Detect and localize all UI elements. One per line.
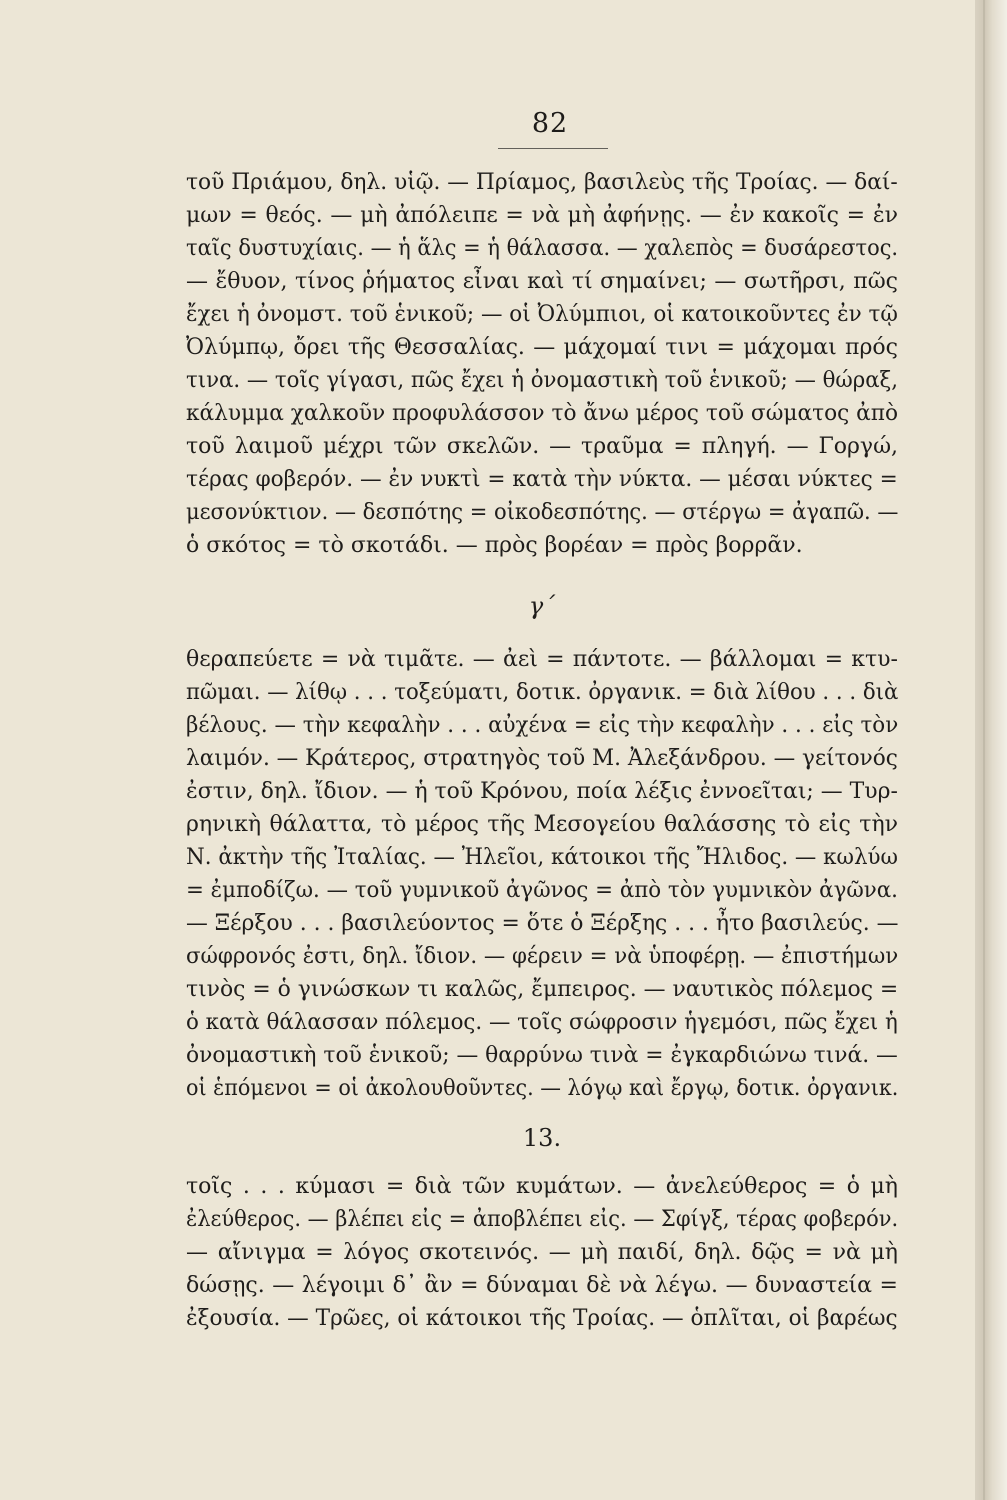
text-line: = ἐμποδίζω. — τοῦ γυμνικοῦ ἀγῶνος = ἀπὸ τὸν γυμνικὸν ἀγῶνα. bbox=[186, 878, 898, 903]
text-line: τοῦ λαιμοῦ μέχρι τῶν σκελῶν. — τραῦμα = πληγή. — Γοργώ, bbox=[186, 434, 898, 459]
text-line: ὁ σκότος = τὸ σκοτάδι. — πρὸς βορέαν = πρὸς βορρᾶν. bbox=[186, 533, 803, 558]
text-line: τοῖς . . . κύμασι = διὰ τῶν κυμάτων. — ἀνελεύθερος = ὁ μὴ bbox=[186, 1174, 898, 1199]
text-line: ταῖς δυστυχίαις. — ἡ ἅλς = ἡ θάλασσα. — χαλεπὸς = δυσάρεστος. bbox=[186, 236, 899, 261]
page-number: 82 bbox=[531, 108, 569, 139]
paragraph-section-1 bbox=[186, 166, 898, 562]
section-heading-13: 13. bbox=[522, 1124, 562, 1152]
text-line: ἐλεύθερος. — βλέπει εἰς = ἀποβλέπει εἰς. — Σφίγξ, τέρας φοβερόν. bbox=[186, 1207, 899, 1232]
text-line: ἐξουσία. — Τρῶες, οἱ κάτοικοι τῆς Τροίας. — ὁπλῖται, οἱ βαρέως bbox=[186, 1306, 898, 1331]
text-line: βέλους. — τὴν κεφαλὴν . . . αὐχένα = εἰς τὴν κεφαλὴν . . . εἰς τὸν bbox=[186, 713, 899, 738]
text-line: ὀνομαστικὴ τοῦ ἑνικοῦ; — θαρρύνω τινὰ = ἐγκαρδιώνω τινά. — bbox=[186, 1043, 898, 1068]
paragraph-section-3 bbox=[186, 1170, 898, 1335]
paragraph-section-2 bbox=[186, 643, 898, 1105]
text-line: τοῦ Πριάμου, δηλ. υἱῷ. — Πρίαμος, βασιλεὺς τῆς Τροίας. — δαί- bbox=[186, 170, 898, 195]
text-line: τινα. — τοῖς γίγασι, πῶς ἔχει ἡ ὀνομαστικὴ τοῦ ἑνικοῦ; — θώραξ, bbox=[186, 368, 899, 393]
text-line: ρηνικὴ θάλαττα, τὸ μέρος τῆς Μεσογείου θαλάσσης τὸ εἰς τὴν bbox=[186, 812, 898, 837]
text-line: μεσονύκτιον. — δεσπότης = οἰκοδεσπότης. — στέργω = ἀγαπῶ. — bbox=[186, 500, 899, 525]
page-edge-shadow bbox=[975, 0, 1007, 1500]
text-line: λαιμόν. — Κράτερος, στρατηγὸς τοῦ Μ. Ἀλεξάνδρου. — γείτονός bbox=[186, 746, 898, 771]
text-line: — αἴνιγμα = λόγος σκοτεινός. — μὴ παιδί, δηλ. δῷς = νὰ μὴ bbox=[186, 1240, 898, 1265]
text-line: Ν. ἀκτὴν τῆς Ἰταλίας. — Ἠλεῖοι, κάτοικοι τῆς Ἤλιδος. — κωλύω bbox=[186, 845, 898, 870]
text-line: θεραπεύετε = νὰ τιμᾶτε. — ἀεὶ = πάντοτε. — βάλλομαι = κτυ- bbox=[186, 647, 898, 672]
text-line: πῶμαι. — λίθῳ . . . τοξεύματι, δοτικ. ὀργανικ. = διὰ λίθου . . . διὰ bbox=[186, 680, 899, 705]
text-line: δώσῃς. — λέγοιμι δ᾽ ἂν = δύναμαι δὲ νὰ λέγω. — δυναστεία = bbox=[186, 1273, 898, 1298]
text-line: σώφρονός ἐστι, δηλ. ἴδιον. — φέρειν = νὰ ὑποφέρῃ. — ἐπιστήμων bbox=[186, 944, 899, 969]
page-number-rule bbox=[498, 148, 608, 149]
text-line: κάλυμμα χαλκοῦν προφυλάσσον τὸ ἄνω μέρος τοῦ σώματος ἀπὸ bbox=[186, 401, 899, 426]
text-line: τέρας φοβερόν. — ἐν νυκτὶ = κατὰ τὴν νύκτα. — μέσαι νύκτες = bbox=[186, 467, 898, 492]
text-line: τινὸς = ὁ γινώσκων τι καλῶς, ἔμπειρος. — ναυτικὸς πόλεμος = bbox=[186, 977, 899, 1002]
text-line: — Ξέρξου . . . βασιλεύοντος = ὅτε ὁ Ξέρξης . . . ἦτο βασιλεύς. — bbox=[186, 911, 899, 936]
text-line: ὁ κατὰ θάλασσαν πόλεμος. — τοῖς σώφροσιν ἡγεμόσι, πῶς ἔχει ἡ bbox=[186, 1010, 898, 1035]
text-line: μων = θεός. — μὴ ἀπόλειπε = νὰ μὴ ἀφήνῃς. — ἐν κακοῖς = ἐν bbox=[186, 203, 898, 228]
text-line: ἐστιν, δηλ. ἴδιον. — ἡ τοῦ Κρόνου, ποία λέξις ἐννοεῖται; — Τυρ- bbox=[186, 779, 898, 804]
text-line: οἱ ἑπόμενοι = οἱ ἀκολουθοῦντες. — λόγῳ καὶ ἔργῳ, δοτικ. ὀργανικ. bbox=[186, 1076, 899, 1101]
page-edge-line bbox=[983, 0, 985, 1500]
text-line: Ὀλύμπῳ, ὄρει τῆς Θεσσαλίας. — μάχομαί τινι = μάχομαι πρός bbox=[186, 335, 898, 360]
text-line: ἔχει ἡ ὀνομστ. τοῦ ἑνικοῦ; — οἱ Ὀλύμπιοι, οἱ κατοικοῦντες ἐν τῷ bbox=[186, 302, 898, 327]
section-heading-gamma: γ΄ bbox=[528, 592, 556, 620]
text-line: — ἔθυον, τίνος ῥήματος εἶναι καὶ τί σημαίνει; — σωτῆρσι, πῶς bbox=[186, 269, 898, 294]
